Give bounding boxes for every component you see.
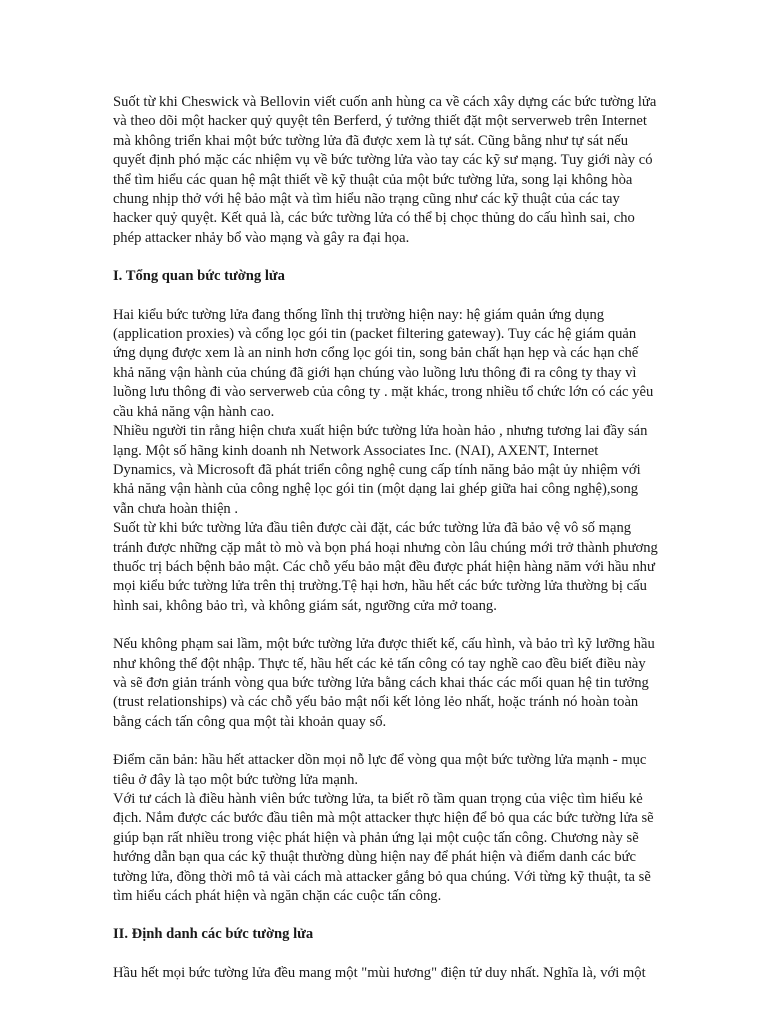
paragraph-firewall-types: Hai kiểu bức tường lửa đang thống lĩnh thị trường hiện nay: hệ giám quản ứng dụng (application proxies) và cổng lọc gói tin (packet filtering gateway). Tuy các hệ giám quản ứng dụng được xem là an ninh hơn cổng lọc gói tin, song bản chất hạn hẹp và các hạn chế khả năng vận hành của chúng đã giới hạn chúng vào luồng lưu thông đi ra công ty thay vì luồng lưu thông đi vào serverweb của công ty . mặt khác, trong nhiều tổ chức lớn có các yêu cầu khả năng vận hành cao. xyxy=(113,306,654,420)
paragraph-firewall-history: Suốt từ khi bức tường lửa đầu tiên được cài đặt, các bức tường lửa đã bảo vệ vô số mạng tránh được những cặp mắt tò mò và bọn phá hoại nhưng còn lâu chúng mới trở thành phương thuốc trị bách bệnh bảo mật. Các chỗ yếu bảo mật đều được phát hiện hàng năm với hầu như mọi kiểu bức tường lửa trên thị trường.Tệ hại hơn, hầu hết các bức tường lửa thường bị cấu hình sai, không bảo trì, và không giám sát, ngưỡng cửa mở toang. xyxy=(113,520,658,614)
spacer xyxy=(113,906,658,925)
paragraph-fingerprint: Hầu hết mọi bức tường lửa đều mang một "mùi hương" điện tử duy nhất. Nghĩa là, với một xyxy=(113,964,646,981)
spacer xyxy=(113,616,658,635)
paragraph-key-point: Điểm căn bản: hầu hết attacker dồn mọi nỗ lực để vòng qua một bức tường lửa mạnh - mục tiêu ở đây là tạo một bức tường lửa mạnh. xyxy=(113,752,647,788)
paragraph-bypass: Nếu không phạm sai lầm, một bức tường lửa được thiết kế, cấu hình, và bảo trì kỹ lưỡng hầu như không thể đột nhập. Thực tế, hầu hết các kẻ tấn công có tay nghề cao đều biết điều này và sẽ đơn giản tránh vòng qua bức tường lửa bằng cách khai thác các mối quan hệ tin tưởng (trust relationships) và các chỗ yếu bảo mật nối kết lỏng lẻo nhất, hoặc tránh nó hoàn toàn bằng cách tấn công qua một tài khoản quay số. xyxy=(113,636,655,730)
intro-paragraph: Suốt từ khi Cheswick và Bellovin viết cuốn anh hùng ca về cách xây dựng các bức tường lửa và theo dõi một hacker quỷ quyệt tên Berferd, ý tưởng thiết đặt một serverweb trên Internet mà không triển khai một bức tường lửa đã được xem là tự sát. Cũng bằng như tự sát nếu quyết định phó mặc các nhiệm vụ về bức tường lửa vào tay các kỹ sư mạng. Tuy giới này có thể tìm hiểu các quan hệ mật thiết về kỹ thuật của một bức tường lửa, song lại không hòa chung nhịp thở với hệ bảo mật và tìm hiểu não trạng cũng như các kỹ thuật của các tay hacker quỷ quyệt. Kết quả là, các bức tường lửa có thể bị chọc thủng do cấu hình sai, cho phép attacker nhảy bổ vào mạng và gây ra đại họa. xyxy=(113,94,657,246)
document-page xyxy=(113,93,658,983)
section-heading-identification: II. Định danh các bức tường lửa xyxy=(113,926,314,943)
paragraph-administrator: Với tư cách là điều hành viên bức tường lửa, ta biết rõ tầm quan trọng của việc tìm hiểu kẻ địch. Nắm được các bước đầu tiên mà một attacker thực hiện để bỏ qua các bức tường lửa sẽ giúp bạn rất nhiều trong việc phát hiện và phản ứng lại một cuộc tấn công. Chương này sẽ hướng dẫn bạn qua các kỹ thuật thường dùng hiện nay để phát hiện và điểm danh các bức tường lửa, đồng thời mô tả vài cách mà attacker gắng bỏ qua chúng. Với từng kỹ thuật, ta sẽ tìm hiểu cách phát hiện và ngăn chặn các cuộc tấn công. xyxy=(113,791,654,905)
paragraph-perfect-firewall: Nhiều người tin rằng hiện chưa xuất hiện bức tường lửa hoàn hảo , nhưng tương lai đầy sán lạng. Một số hãng kinh doanh nh Network Associates Inc. (NAI), AXENT, Internet Dynamics, và Microsoft đã phát triển công nghệ cung cấp tính năng bảo mật ủy nhiệm với khả năng vận hành của công nghệ lọc gói tin (một dạng lai ghép giữa hai công nghệ),song vẫn chưa hoàn thiện . xyxy=(113,423,648,517)
spacer xyxy=(113,287,658,306)
section-heading-overview: I. Tổng quan bức tường lửa xyxy=(113,268,285,285)
spacer xyxy=(113,732,658,751)
spacer xyxy=(113,248,658,267)
spacer xyxy=(113,945,658,964)
